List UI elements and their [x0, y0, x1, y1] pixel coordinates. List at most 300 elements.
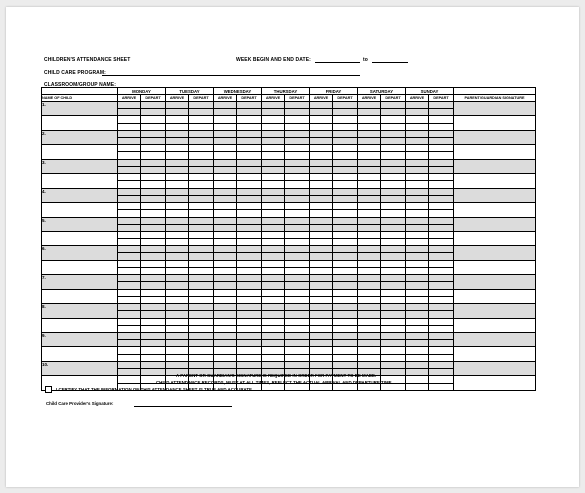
depart-time-cell[interactable] — [141, 231, 166, 238]
arrive-time-cell[interactable] — [262, 311, 285, 318]
parent-signature-cell-lower[interactable] — [454, 289, 536, 304]
depart-time-cell[interactable] — [429, 369, 454, 376]
depart-time-cell[interactable] — [285, 275, 310, 282]
depart-time-cell[interactable] — [381, 123, 406, 130]
arrive-time-cell[interactable] — [358, 246, 381, 253]
depart-time-cell[interactable] — [333, 224, 358, 231]
depart-time-cell[interactable] — [381, 340, 406, 347]
arrive-time-cell[interactable] — [166, 109, 189, 116]
depart-time-cell[interactable] — [333, 123, 358, 130]
depart-time-cell[interactable] — [333, 231, 358, 238]
arrive-time-cell[interactable] — [262, 195, 285, 202]
depart-time-cell[interactable] — [189, 217, 214, 224]
depart-time-cell[interactable] — [285, 340, 310, 347]
arrive-time-cell[interactable] — [310, 174, 333, 181]
depart-time-cell[interactable] — [285, 231, 310, 238]
arrive-time-cell[interactable] — [310, 195, 333, 202]
arrive-time-cell[interactable] — [214, 109, 237, 116]
arrive-time-cell[interactable] — [310, 282, 333, 289]
arrive-time-cell[interactable] — [310, 260, 333, 267]
arrive-time-cell[interactable] — [118, 347, 141, 354]
depart-time-cell[interactable] — [333, 260, 358, 267]
arrive-time-cell[interactable] — [358, 152, 381, 159]
depart-time-cell[interactable] — [333, 181, 358, 188]
depart-time-cell[interactable] — [381, 275, 406, 282]
depart-time-cell[interactable] — [381, 102, 406, 109]
arrive-time-cell[interactable] — [406, 347, 429, 354]
depart-time-cell[interactable] — [429, 333, 454, 340]
depart-time-cell[interactable] — [381, 260, 406, 267]
arrive-time-cell[interactable] — [118, 116, 141, 123]
depart-time-cell[interactable] — [429, 174, 454, 181]
arrive-time-cell[interactable] — [214, 137, 237, 144]
depart-time-cell[interactable] — [381, 231, 406, 238]
depart-time-cell[interactable] — [141, 239, 166, 246]
depart-time-cell[interactable] — [333, 362, 358, 369]
depart-time-cell[interactable] — [189, 296, 214, 303]
arrive-time-cell[interactable] — [406, 354, 429, 361]
depart-time-cell[interactable] — [237, 123, 262, 130]
arrive-time-cell[interactable] — [118, 289, 141, 296]
depart-time-cell[interactable] — [333, 195, 358, 202]
depart-time-cell[interactable] — [141, 340, 166, 347]
depart-time-cell[interactable] — [333, 217, 358, 224]
arrive-time-cell[interactable] — [262, 174, 285, 181]
depart-time-cell[interactable] — [381, 152, 406, 159]
arrive-time-cell[interactable] — [262, 246, 285, 253]
arrive-time-cell[interactable] — [406, 152, 429, 159]
arrive-time-cell[interactable] — [406, 376, 429, 383]
depart-time-cell[interactable] — [285, 181, 310, 188]
arrive-time-cell[interactable] — [262, 304, 285, 311]
depart-time-cell[interactable] — [333, 268, 358, 275]
parent-signature-cell-lower[interactable] — [454, 202, 536, 217]
depart-time-cell[interactable] — [285, 246, 310, 253]
certify-checkbox[interactable] — [45, 386, 52, 393]
depart-time-cell[interactable] — [189, 354, 214, 361]
arrive-time-cell[interactable] — [406, 268, 429, 275]
arrive-time-cell[interactable] — [262, 123, 285, 130]
arrive-time-cell[interactable] — [262, 224, 285, 231]
depart-time-cell[interactable] — [333, 246, 358, 253]
arrive-time-cell[interactable] — [214, 362, 237, 369]
depart-time-cell[interactable] — [237, 325, 262, 332]
depart-time-cell[interactable] — [189, 362, 214, 369]
depart-time-cell[interactable] — [285, 109, 310, 116]
arrive-time-cell[interactable] — [118, 282, 141, 289]
arrive-time-cell[interactable] — [262, 354, 285, 361]
provider-signature-field[interactable] — [134, 406, 232, 407]
arrive-time-cell[interactable] — [310, 159, 333, 166]
arrive-time-cell[interactable] — [358, 325, 381, 332]
depart-time-cell[interactable] — [189, 145, 214, 152]
child-name-cell[interactable]: 8. — [42, 304, 118, 318]
arrive-time-cell[interactable] — [358, 354, 381, 361]
depart-time-cell[interactable] — [333, 137, 358, 144]
depart-time-cell[interactable] — [333, 275, 358, 282]
arrive-time-cell[interactable] — [358, 137, 381, 144]
depart-time-cell[interactable] — [237, 340, 262, 347]
depart-time-cell[interactable] — [237, 137, 262, 144]
depart-time-cell[interactable] — [237, 188, 262, 195]
depart-time-cell[interactable] — [429, 210, 454, 217]
arrive-time-cell[interactable] — [118, 369, 141, 376]
depart-time-cell[interactable] — [381, 166, 406, 173]
arrive-time-cell[interactable] — [118, 109, 141, 116]
depart-time-cell[interactable] — [381, 311, 406, 318]
arrive-time-cell[interactable] — [118, 231, 141, 238]
depart-time-cell[interactable] — [237, 181, 262, 188]
depart-time-cell[interactable] — [285, 282, 310, 289]
arrive-time-cell[interactable] — [118, 333, 141, 340]
depart-time-cell[interactable] — [189, 137, 214, 144]
arrive-time-cell[interactable] — [118, 224, 141, 231]
arrive-time-cell[interactable] — [214, 304, 237, 311]
arrive-time-cell[interactable] — [406, 340, 429, 347]
depart-time-cell[interactable] — [237, 296, 262, 303]
depart-time-cell[interactable] — [141, 289, 166, 296]
depart-time-cell[interactable] — [333, 145, 358, 152]
depart-time-cell[interactable] — [333, 174, 358, 181]
depart-time-cell[interactable] — [237, 195, 262, 202]
parent-signature-cell-lower[interactable] — [454, 260, 536, 275]
arrive-time-cell[interactable] — [310, 102, 333, 109]
depart-time-cell[interactable] — [429, 217, 454, 224]
arrive-time-cell[interactable] — [214, 116, 237, 123]
depart-time-cell[interactable] — [237, 333, 262, 340]
arrive-time-cell[interactable] — [358, 282, 381, 289]
depart-time-cell[interactable] — [285, 318, 310, 325]
arrive-time-cell[interactable] — [406, 304, 429, 311]
arrive-time-cell[interactable] — [406, 137, 429, 144]
depart-time-cell[interactable] — [381, 159, 406, 166]
arrive-time-cell[interactable] — [214, 296, 237, 303]
arrive-time-cell[interactable] — [262, 260, 285, 267]
arrive-time-cell[interactable] — [358, 195, 381, 202]
arrive-time-cell[interactable] — [262, 166, 285, 173]
arrive-time-cell[interactable] — [310, 239, 333, 246]
arrive-time-cell[interactable] — [118, 362, 141, 369]
depart-time-cell[interactable] — [429, 253, 454, 260]
depart-time-cell[interactable] — [141, 362, 166, 369]
arrive-time-cell[interactable] — [262, 239, 285, 246]
depart-time-cell[interactable] — [141, 296, 166, 303]
depart-time-cell[interactable] — [141, 304, 166, 311]
depart-time-cell[interactable] — [189, 275, 214, 282]
arrive-time-cell[interactable] — [406, 130, 429, 137]
child-name-cell-lower[interactable] — [42, 260, 118, 275]
depart-time-cell[interactable] — [141, 123, 166, 130]
arrive-time-cell[interactable] — [214, 311, 237, 318]
arrive-time-cell[interactable] — [358, 362, 381, 369]
arrive-time-cell[interactable] — [262, 231, 285, 238]
arrive-time-cell[interactable] — [166, 289, 189, 296]
arrive-time-cell[interactable] — [310, 268, 333, 275]
program-field[interactable] — [102, 75, 360, 76]
parent-signature-cell[interactable] — [454, 362, 536, 376]
arrive-time-cell[interactable] — [358, 231, 381, 238]
arrive-time-cell[interactable] — [358, 304, 381, 311]
arrive-time-cell[interactable] — [358, 102, 381, 109]
arrive-time-cell[interactable] — [262, 318, 285, 325]
arrive-time-cell[interactable] — [358, 123, 381, 130]
arrive-time-cell[interactable] — [262, 152, 285, 159]
depart-time-cell[interactable] — [189, 333, 214, 340]
arrive-time-cell[interactable] — [358, 318, 381, 325]
depart-time-cell[interactable] — [141, 347, 166, 354]
depart-time-cell[interactable] — [237, 347, 262, 354]
depart-time-cell[interactable] — [381, 282, 406, 289]
depart-time-cell[interactable] — [189, 347, 214, 354]
depart-time-cell[interactable] — [285, 325, 310, 332]
arrive-time-cell[interactable] — [262, 210, 285, 217]
depart-time-cell[interactable] — [381, 130, 406, 137]
arrive-time-cell[interactable] — [310, 137, 333, 144]
depart-time-cell[interactable] — [285, 159, 310, 166]
arrive-time-cell[interactable] — [118, 318, 141, 325]
depart-time-cell[interactable] — [237, 231, 262, 238]
arrive-time-cell[interactable] — [214, 275, 237, 282]
arrive-time-cell[interactable] — [262, 296, 285, 303]
arrive-time-cell[interactable] — [310, 246, 333, 253]
depart-time-cell[interactable] — [381, 333, 406, 340]
depart-time-cell[interactable] — [141, 188, 166, 195]
depart-time-cell[interactable] — [141, 311, 166, 318]
arrive-time-cell[interactable] — [310, 116, 333, 123]
depart-time-cell[interactable] — [285, 296, 310, 303]
week-start-date-field[interactable] — [315, 62, 360, 63]
arrive-time-cell[interactable] — [310, 231, 333, 238]
parent-signature-cell[interactable] — [454, 102, 536, 116]
arrive-time-cell[interactable] — [310, 340, 333, 347]
arrive-time-cell[interactable] — [166, 217, 189, 224]
arrive-time-cell[interactable] — [310, 347, 333, 354]
depart-time-cell[interactable] — [285, 174, 310, 181]
arrive-time-cell[interactable] — [262, 116, 285, 123]
depart-time-cell[interactable] — [189, 318, 214, 325]
depart-time-cell[interactable] — [237, 174, 262, 181]
arrive-time-cell[interactable] — [358, 210, 381, 217]
depart-time-cell[interactable] — [285, 188, 310, 195]
depart-time-cell[interactable] — [429, 166, 454, 173]
arrive-time-cell[interactable] — [262, 102, 285, 109]
depart-time-cell[interactable] — [381, 188, 406, 195]
arrive-time-cell[interactable] — [262, 325, 285, 332]
arrive-time-cell[interactable] — [310, 289, 333, 296]
depart-time-cell[interactable] — [189, 239, 214, 246]
depart-time-cell[interactable] — [237, 202, 262, 209]
arrive-time-cell[interactable] — [166, 152, 189, 159]
arrive-time-cell[interactable] — [118, 340, 141, 347]
arrive-time-cell[interactable] — [406, 102, 429, 109]
arrive-time-cell[interactable] — [358, 311, 381, 318]
child-name-cell-lower[interactable] — [42, 174, 118, 189]
arrive-time-cell[interactable] — [118, 253, 141, 260]
depart-time-cell[interactable] — [189, 253, 214, 260]
arrive-time-cell[interactable] — [118, 202, 141, 209]
arrive-time-cell[interactable] — [358, 109, 381, 116]
depart-time-cell[interactable] — [429, 354, 454, 361]
arrive-time-cell[interactable] — [358, 181, 381, 188]
depart-time-cell[interactable] — [381, 195, 406, 202]
depart-time-cell[interactable] — [189, 102, 214, 109]
depart-time-cell[interactable] — [285, 116, 310, 123]
depart-time-cell[interactable] — [381, 246, 406, 253]
depart-time-cell[interactable] — [429, 123, 454, 130]
arrive-time-cell[interactable] — [262, 362, 285, 369]
arrive-time-cell[interactable] — [262, 253, 285, 260]
depart-time-cell[interactable] — [381, 145, 406, 152]
depart-time-cell[interactable] — [237, 152, 262, 159]
arrive-time-cell[interactable] — [214, 202, 237, 209]
arrive-time-cell[interactable] — [310, 210, 333, 217]
depart-time-cell[interactable] — [141, 116, 166, 123]
child-name-cell[interactable]: 4. — [42, 188, 118, 202]
depart-time-cell[interactable] — [285, 333, 310, 340]
arrive-time-cell[interactable] — [166, 159, 189, 166]
arrive-time-cell[interactable] — [214, 231, 237, 238]
arrive-time-cell[interactable] — [406, 311, 429, 318]
depart-time-cell[interactable] — [429, 239, 454, 246]
arrive-time-cell[interactable] — [166, 123, 189, 130]
arrive-time-cell[interactable] — [166, 304, 189, 311]
depart-time-cell[interactable] — [333, 347, 358, 354]
arrive-time-cell[interactable] — [214, 325, 237, 332]
arrive-time-cell[interactable] — [262, 181, 285, 188]
depart-time-cell[interactable] — [285, 102, 310, 109]
arrive-time-cell[interactable] — [214, 166, 237, 173]
depart-time-cell[interactable] — [429, 376, 454, 383]
depart-time-cell[interactable] — [333, 289, 358, 296]
arrive-time-cell[interactable] — [118, 174, 141, 181]
depart-time-cell[interactable] — [189, 311, 214, 318]
child-name-cell-lower[interactable] — [42, 289, 118, 304]
depart-time-cell[interactable] — [141, 130, 166, 137]
parent-signature-cell-lower[interactable] — [454, 174, 536, 189]
depart-time-cell[interactable] — [189, 224, 214, 231]
depart-time-cell[interactable] — [333, 210, 358, 217]
depart-time-cell[interactable] — [237, 210, 262, 217]
arrive-time-cell[interactable] — [118, 210, 141, 217]
arrive-time-cell[interactable] — [406, 362, 429, 369]
depart-time-cell[interactable] — [141, 333, 166, 340]
arrive-time-cell[interactable] — [166, 282, 189, 289]
arrive-time-cell[interactable] — [166, 137, 189, 144]
depart-time-cell[interactable] — [429, 102, 454, 109]
depart-time-cell[interactable] — [141, 181, 166, 188]
arrive-time-cell[interactable] — [166, 202, 189, 209]
child-name-cell[interactable]: 6. — [42, 246, 118, 260]
depart-time-cell[interactable] — [285, 195, 310, 202]
arrive-time-cell[interactable] — [214, 340, 237, 347]
depart-time-cell[interactable] — [141, 246, 166, 253]
arrive-time-cell[interactable] — [262, 202, 285, 209]
arrive-time-cell[interactable] — [118, 275, 141, 282]
depart-time-cell[interactable] — [285, 239, 310, 246]
arrive-time-cell[interactable] — [310, 181, 333, 188]
depart-time-cell[interactable] — [333, 340, 358, 347]
depart-time-cell[interactable] — [381, 253, 406, 260]
depart-time-cell[interactable] — [141, 369, 166, 376]
arrive-time-cell[interactable] — [166, 174, 189, 181]
arrive-time-cell[interactable] — [406, 239, 429, 246]
arrive-time-cell[interactable] — [214, 289, 237, 296]
depart-time-cell[interactable] — [285, 268, 310, 275]
arrive-time-cell[interactable] — [118, 159, 141, 166]
arrive-time-cell[interactable] — [406, 145, 429, 152]
depart-time-cell[interactable] — [237, 130, 262, 137]
depart-time-cell[interactable] — [237, 268, 262, 275]
depart-time-cell[interactable] — [429, 202, 454, 209]
depart-time-cell[interactable] — [237, 224, 262, 231]
arrive-time-cell[interactable] — [310, 123, 333, 130]
arrive-time-cell[interactable] — [214, 347, 237, 354]
depart-time-cell[interactable] — [429, 362, 454, 369]
depart-time-cell[interactable] — [285, 354, 310, 361]
arrive-time-cell[interactable] — [406, 224, 429, 231]
arrive-time-cell[interactable] — [214, 268, 237, 275]
arrive-time-cell[interactable] — [214, 318, 237, 325]
arrive-time-cell[interactable] — [262, 340, 285, 347]
arrive-time-cell[interactable] — [310, 217, 333, 224]
depart-time-cell[interactable] — [429, 195, 454, 202]
arrive-time-cell[interactable] — [118, 188, 141, 195]
arrive-time-cell[interactable] — [118, 102, 141, 109]
depart-time-cell[interactable] — [141, 325, 166, 332]
depart-time-cell[interactable] — [189, 195, 214, 202]
depart-time-cell[interactable] — [285, 166, 310, 173]
depart-time-cell[interactable] — [381, 217, 406, 224]
depart-time-cell[interactable] — [381, 174, 406, 181]
arrive-time-cell[interactable] — [358, 116, 381, 123]
arrive-time-cell[interactable] — [118, 311, 141, 318]
depart-time-cell[interactable] — [381, 239, 406, 246]
arrive-time-cell[interactable] — [406, 296, 429, 303]
arrive-time-cell[interactable] — [358, 260, 381, 267]
depart-time-cell[interactable] — [381, 116, 406, 123]
arrive-time-cell[interactable] — [166, 246, 189, 253]
depart-time-cell[interactable] — [285, 217, 310, 224]
depart-time-cell[interactable] — [237, 102, 262, 109]
arrive-time-cell[interactable] — [118, 376, 141, 383]
depart-time-cell[interactable] — [189, 340, 214, 347]
arrive-time-cell[interactable] — [214, 333, 237, 340]
arrive-time-cell[interactable] — [118, 137, 141, 144]
depart-time-cell[interactable] — [429, 116, 454, 123]
arrive-time-cell[interactable] — [166, 296, 189, 303]
depart-time-cell[interactable] — [189, 289, 214, 296]
arrive-time-cell[interactable] — [214, 181, 237, 188]
arrive-time-cell[interactable] — [406, 231, 429, 238]
parent-signature-cell[interactable] — [454, 246, 536, 260]
arrive-time-cell[interactable] — [406, 260, 429, 267]
depart-time-cell[interactable] — [141, 159, 166, 166]
depart-time-cell[interactable] — [333, 202, 358, 209]
arrive-time-cell[interactable] — [214, 239, 237, 246]
depart-time-cell[interactable] — [381, 304, 406, 311]
arrive-time-cell[interactable] — [310, 188, 333, 195]
arrive-time-cell[interactable] — [310, 253, 333, 260]
parent-signature-cell-lower[interactable] — [454, 318, 536, 333]
arrive-time-cell[interactable] — [262, 289, 285, 296]
arrive-time-cell[interactable] — [262, 109, 285, 116]
depart-time-cell[interactable] — [189, 268, 214, 275]
depart-time-cell[interactable] — [285, 210, 310, 217]
arrive-time-cell[interactable] — [406, 246, 429, 253]
child-name-cell-lower[interactable] — [42, 347, 118, 362]
depart-time-cell[interactable] — [333, 333, 358, 340]
depart-time-cell[interactable] — [381, 318, 406, 325]
